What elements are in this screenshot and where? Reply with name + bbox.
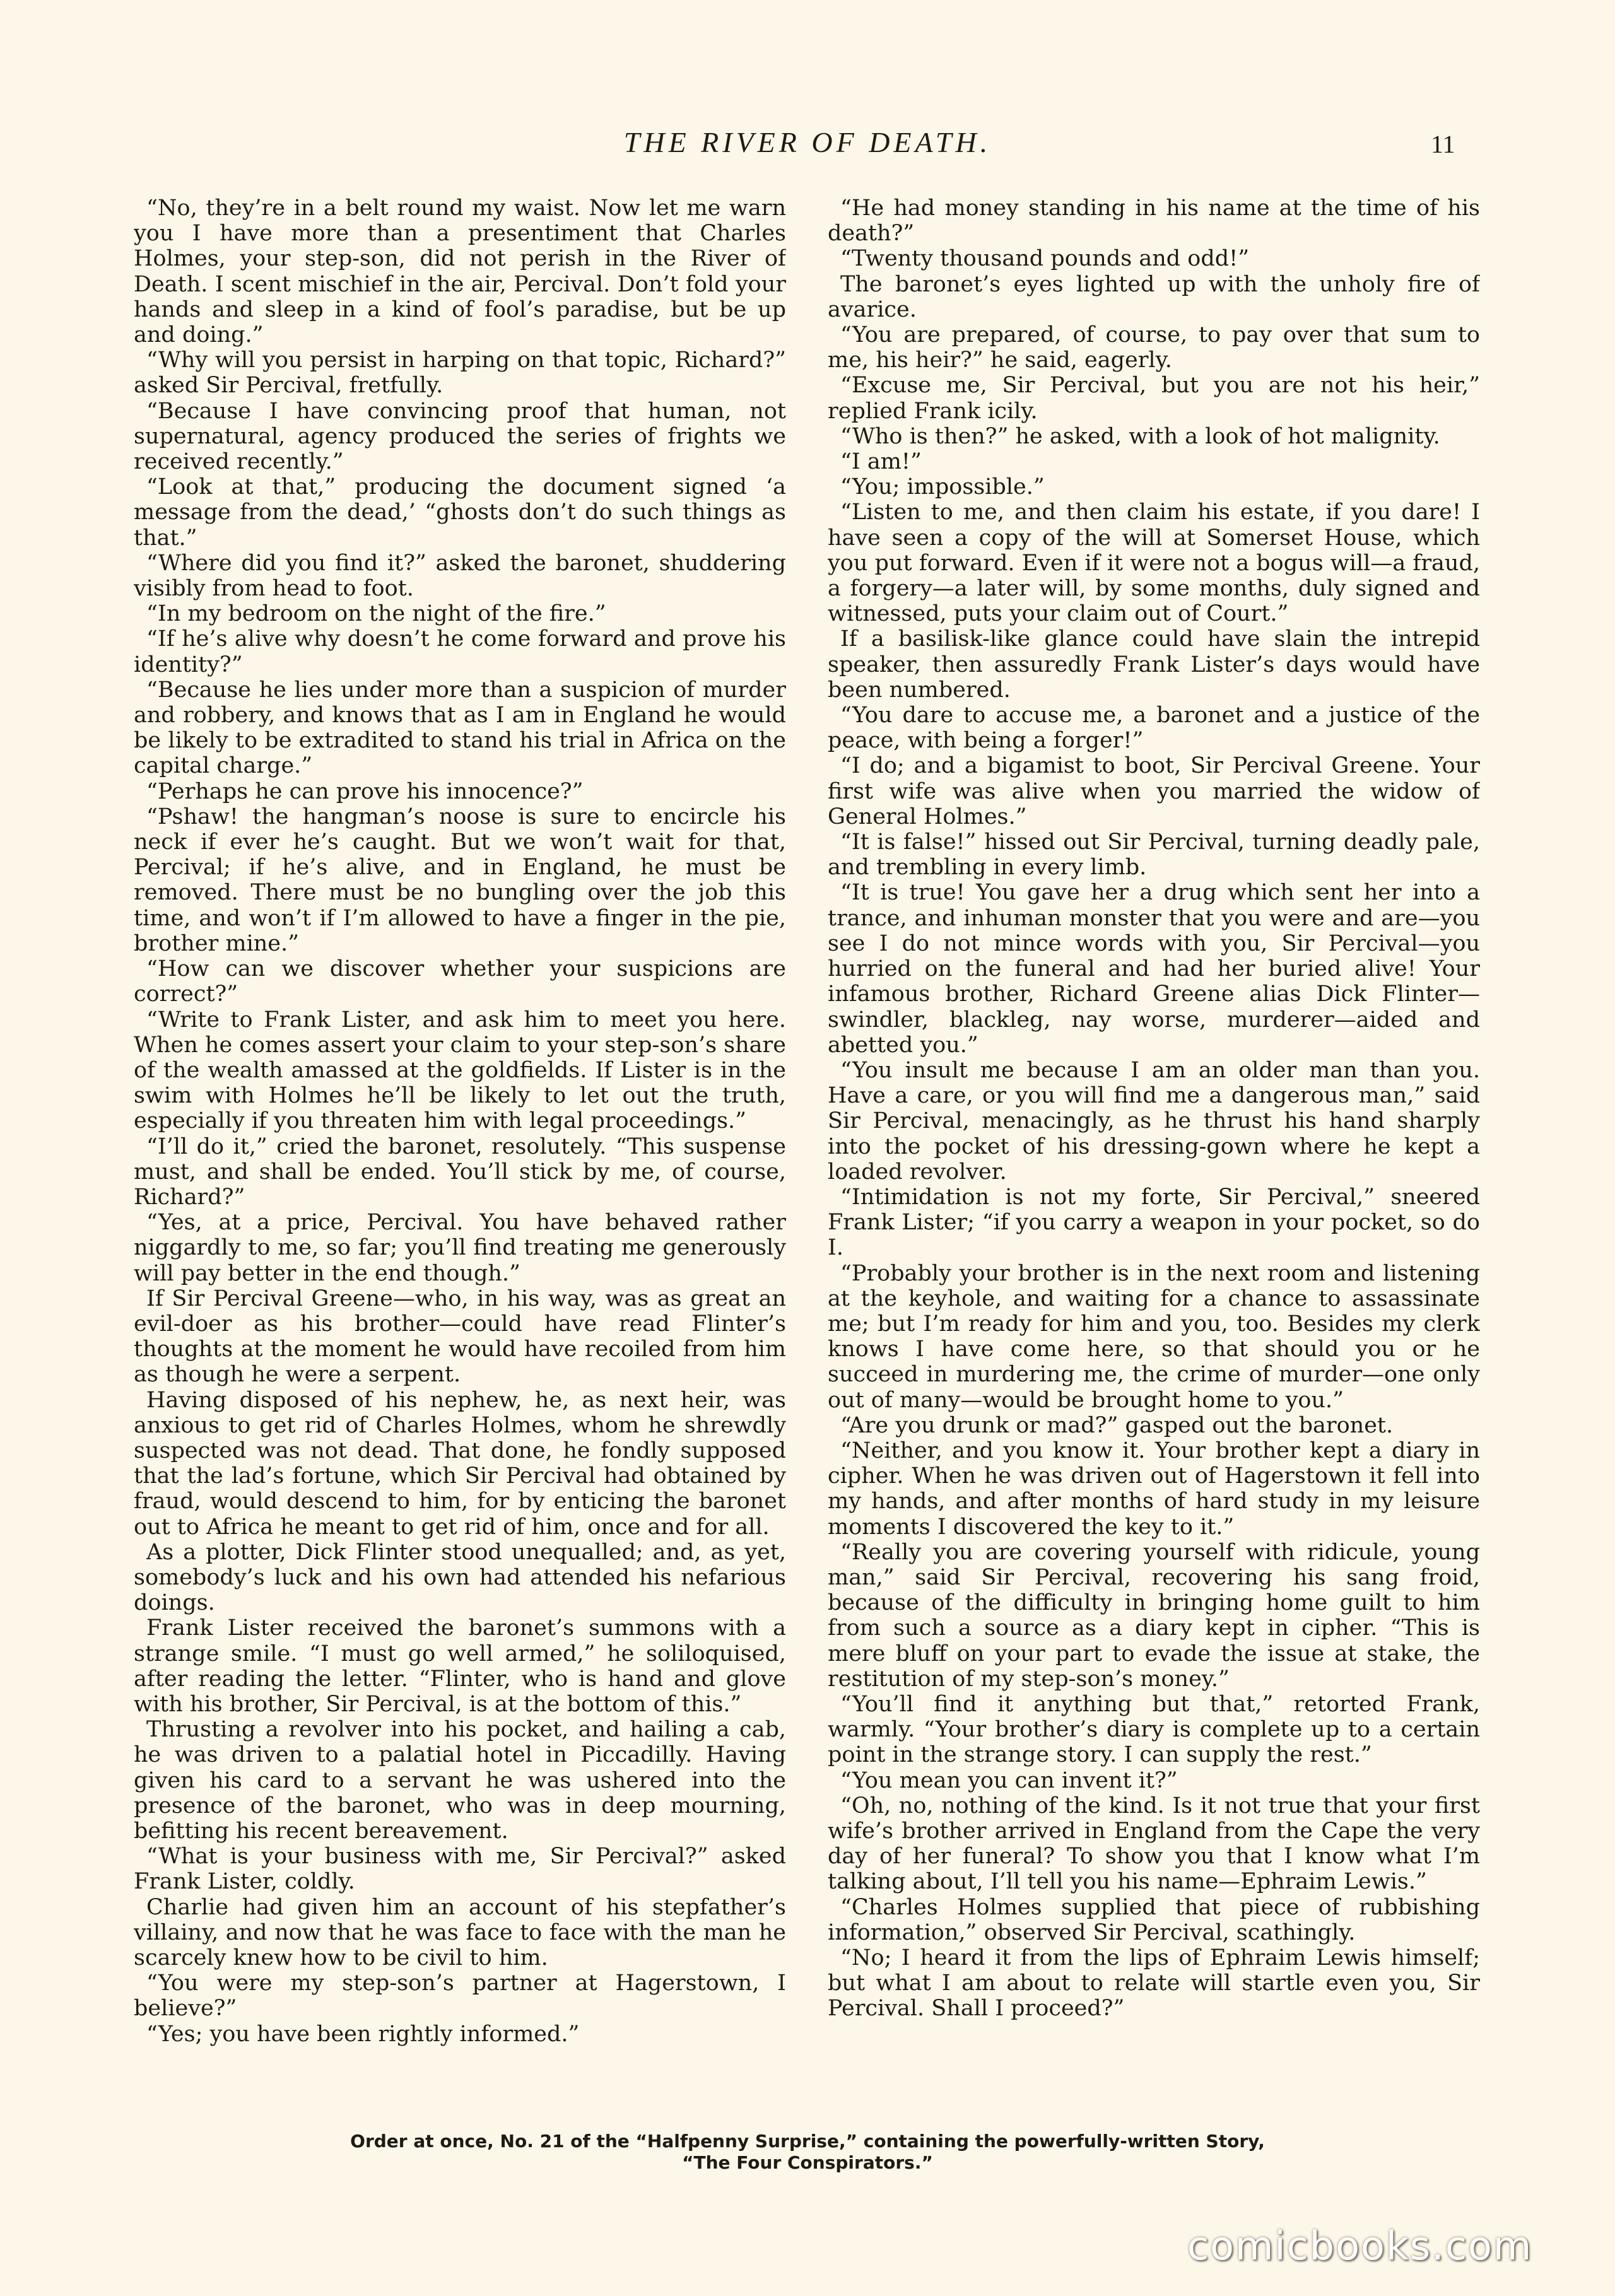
paragraph: “Yes; you have been rightly informed.” [146, 2021, 580, 2047]
paragraph: “In my bedroom on the night of the fire.” [146, 601, 606, 627]
paragraph: “What is your business with me, Sir Percival?” asked Frank Lister, coldly. [134, 1844, 786, 1895]
paragraph: “Who is then?” he asked, with a look of hot malignity. [840, 423, 1440, 449]
paragraph: “No; I heard it from the lips of Ephraim Lewis himself; but what I am about to relate will startle even you, Sir Percival. Shall I proceed?” [828, 1945, 1480, 2022]
paragraph: “Twenty thousand pounds and odd!” [840, 246, 1250, 272]
paragraph: Charlie had given him an account of his stepfather’s villainy, and now that he was face to face with the man he scarcely knew how to be civil to him. [134, 1894, 786, 1971]
paragraph: “Probably your brother is in the next room and listening at the keyhole, and waiting for a chance to assassinate me; but I’m ready for him and you, too. Besides my clerk knows I have come here, so that should you or he succeed in murdering me, the crime of murder—one only out of many—would be brought home to you.” [828, 1260, 1480, 1413]
footer-line-2: “The Four Conspirators.” [682, 2152, 933, 2173]
paragraph: “You’ll find it anything but that,” retorted Frank, warmly. “Your brother’s diary is complete up to a certain point in the strange story. I can supply the rest.” [828, 1691, 1480, 1768]
paragraph: “Where did you find it?” asked the baronet, shuddering visibly from head to foot. [134, 550, 786, 602]
paragraph: “Pshaw! the hangman’s noose is sure to encircle his neck if ever he’s caught. But we won’t wait for that, Percival; if he’s alive, and in England, he must be removed. There must be no bungling over the job this time, and won’t if I’m allowed to have a finger in the pie, brother mine.” [134, 804, 786, 956]
paragraph: “You; impossible.” [840, 474, 1045, 500]
paragraph: “You dare to accuse me, a baronet and a justice of the peace, with being a forger!” [828, 703, 1480, 754]
paragraph: If Sir Percival Greene—who, in his way, was as great an evil-doer as his brother—could have read Flinter’s thoughts at the moment he would have recoiled from him as though he were a serpent. [134, 1286, 786, 1388]
running-title: THE RIVER OF DEATH. [623, 126, 992, 158]
paragraph: “Oh, no, nothing of the kind. Is it not true that your first wife’s brother arrived in England from the Cape the very day of her funeral? To show you that I know what I’m talking about, I’ll tell you his name—Ephraim Lewis.” [828, 1793, 1480, 1895]
paragraph: “It is true! You gave her a drug which sent her into a trance, and inhuman monster that you were and are—you see I do not mince words with you, Sir Percival—you hurried on the funeral and had her buried alive! Your infamous brother, Richard Greene alias Dick Flinter—swindler, blackleg, nay worse, murderer—aided and abetted you.” [828, 880, 1480, 1058]
paragraph: “Write to Frank Lister, and ask him to meet you here. When he comes assert your claim to your step-son’s share of the wealth amassed at the goldfields. If Lister is in the swim with Holmes he’ll be likely to let out the truth, especially if you threaten him with legal proceedings.” [134, 1007, 786, 1134]
paragraph: “No, they’re in a belt round my waist. Now let me warn you I have more than a presentiment that Charles Holmes, your step-son, did not perish in the River of Death. I scent mischief in the air, Percival. Don’t fold your hands and sleep in a kind of fool’s paradise, but be up and doing.” [134, 196, 786, 348]
paragraph: “I am!” [840, 449, 922, 475]
paragraph: As a plotter, Dick Flinter stood unequalled; and, as yet, somebody’s luck and his own had attended his nefarious doings. [134, 1539, 786, 1616]
paragraph: “He had money standing in his name at the time of his death?” [828, 196, 1480, 247]
paragraph: “Excuse me, Sir Percival, but you are not his heir,” replied Frank icily. [828, 373, 1480, 424]
paragraph: “Intimidation is not my forte, Sir Percival,” sneered Frank Lister; “if you carry a weapon in your pocket, so do I. [828, 1184, 1480, 1261]
paragraph: If a basilisk-like glance could have slain the intrepid speaker, then assuredly Frank Lister’s days would have been numbered. [828, 626, 1480, 703]
paragraph: “You insult me because I am an older man than you. Have a care, or you will find me a dangerous man,” said Sir Percival, menacingly, as he thrust his hand sharply into the pocket of his dressing-gown where he kept a loaded revolver. [828, 1057, 1480, 1185]
paragraph: “Why will you persist in harping on that topic, Richard?” asked Sir Percival, fretfully. [134, 348, 786, 399]
footer-advertisement [126, 2131, 1489, 2174]
paragraph: “Because he lies under more than a suspicion of murder and robbery, and knows that as I am in England he would be likely to be extradited to stand his trial in Africa on the capital charge.” [134, 677, 786, 779]
paragraph: “It is false!” hissed out Sir Percival, turning deadly pale, and trembling in every limb. [828, 829, 1480, 881]
paragraph: Thrusting a revolver into his pocket, and hailing a cab, he was driven to a palatial hotel in Piccadilly. Having given his card to a servant he was ushered into the presence of the baronet, who was in deep mourning, befitting his recent bereavement. [134, 1717, 786, 1844]
paragraph: “Neither, and you know it. Your brother kept a diary in cipher. When he was driven out of Hagerstown it fell into my hands, and after months of hard study in my leisure moments I discovered the key to it.” [828, 1438, 1480, 1540]
paragraph: “I’ll do it,” cried the baronet, resolutely. “This suspense must, and shall be ended. You’ll stick by me, of course, Richard?” [134, 1133, 786, 1210]
page-number: 11 [1431, 130, 1455, 158]
paragraph: “Perhaps he can prove his innocence?” [146, 778, 584, 804]
paragraph: “I do; and a bigamist to boot, Sir Percival Greene. Your first wife was alive when you married the widow of General Holmes.” [828, 753, 1480, 829]
paragraph: “You mean you can invent it?” [840, 1767, 1178, 1793]
paragraph: “Charles Holmes supplied that piece of rubbishing information,” observed Sir Percival, scathingly. [828, 1894, 1480, 1945]
paragraph: “If he’s alive why doesn’t he come forward and prove his identity?” [134, 626, 786, 677]
paragraph: “Really you are covering yourself with ridicule, young man,” said Sir Percival, recovering his sang froid, because of the difficulty in bringing home guilt to him from such a source as a diary kept in cipher. “This is mere bluff on your part to evade the issue at stake, the restitution of my step-son’s money.” [828, 1539, 1480, 1692]
watermark: comicbooks.com [1187, 2223, 1533, 2269]
paragraph: Frank Lister received the baronet’s summons with a strange smile. “I must go well armed,” he soliloquised, after reading the letter. “Flinter, who is hand and glove with his brother, Sir Percival, is at the bottom of this.” [134, 1615, 786, 1717]
paragraph: “How can we discover whether your suspicions are correct?” [134, 956, 786, 1007]
paragraph: “Look at that,” producing the document signed ‘a message from the dead,’ “ghosts don’t do such things as that.” [134, 474, 786, 551]
paragraph: “Because I have convincing proof that human, not supernatural, agency produced the series of frights we received recently.” [134, 398, 786, 475]
left-text-column [134, 196, 786, 2123]
paragraph: Having disposed of his nephew, he, as next heir, was anxious to get rid of Charles Holmes, whom he shrewdly suspected was not dead. That done, he fondly supposed that the lad’s fortune, which Sir Percival had obtained by fraud, would descend to him, for by enticing the baronet out to Africa he meant to get rid of him, once and for all. [134, 1387, 786, 1540]
paragraph: “Yes, at a price, Percival. You have behaved rather niggardly to me, so far; you’ll find treating me generously will pay better in the end though.” [134, 1210, 786, 1286]
paragraph: “Listen to me, and then claim his estate, if you dare! I have seen a copy of the will at Somerset House, which you put forward. Even if it were not a bogus will—a fraud, a forgery—a later will, by some months, duly signed and witnessed, puts your claim out of Court.” [828, 500, 1480, 627]
paragraph: The baronet’s eyes lighted up with the unholy fire of avarice. [828, 271, 1480, 322]
footer-line-1: Order at once, No. 21 of the “Halfpenny Surprise,” containing the powerfully-written Story, [350, 2131, 1265, 2152]
right-text-column [828, 196, 1480, 2123]
paragraph: “You were my step-son’s partner at Hagerstown, I believe?” [134, 1971, 786, 2022]
paragraph: “You are prepared, of course, to pay over that sum to me, his heir?” he said, eagerly. [828, 322, 1480, 373]
paragraph: “Are you drunk or mad?” gasped out the baronet. [840, 1412, 1394, 1438]
